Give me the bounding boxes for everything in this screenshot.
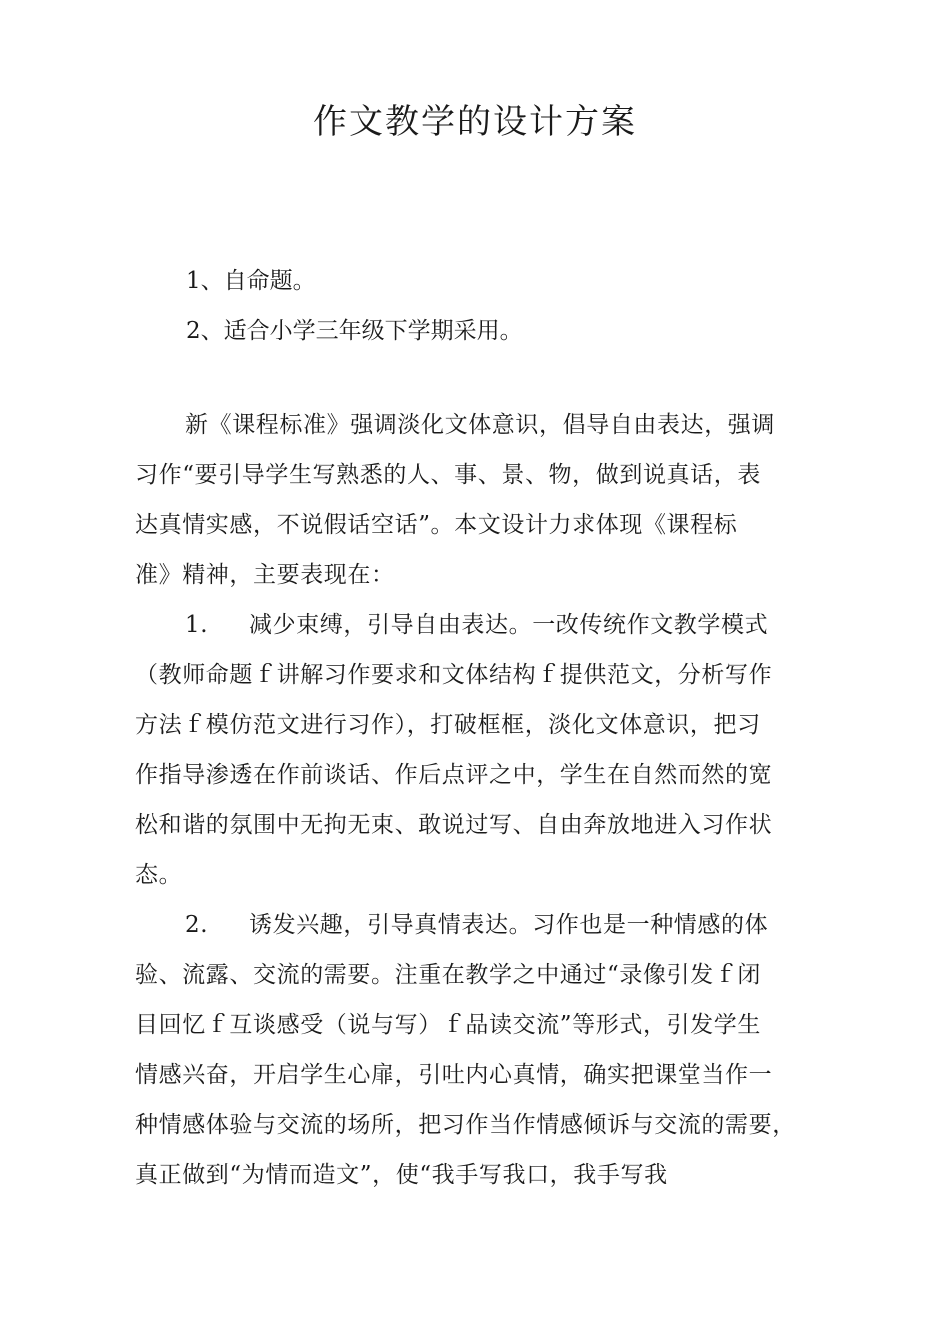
meta-item-grade: 2、适合小学三年级下学期采用。 — [186, 318, 523, 344]
intro-line: 准》精神，主要表现在： — [135, 562, 395, 588]
point1-line: （教师命题ｆ讲解习作要求和文体结构ｆ提供范文，分析写作 — [135, 662, 773, 688]
intro-line: 新《课程标准》强调淡化文体意识，倡导自由表达，强调 — [185, 412, 775, 438]
point1-number: 1. — [185, 612, 209, 638]
body-text — [135, 400, 835, 1200]
point1-line: 态。 — [135, 862, 183, 888]
point2-line: 验、流露、交流的需要。注重在教学之中通过“录像引发ｆ闭 — [135, 962, 761, 988]
meta-item-topic: 1、自命题。 — [186, 268, 316, 294]
intro-line: 达真情实感，不说假话空话”。本文设计力求体现《课程标 — [135, 512, 738, 538]
point2-line: 目回忆ｆ互谈感受（说与写）ｆ品读交流”等形式，引发学生 — [135, 1012, 761, 1038]
point1-line: 方法ｆ模仿范文进行习作），打破框框，淡化文体意识，把习 — [135, 712, 761, 738]
page-title: 作文教学的设计方案 — [313, 102, 637, 142]
point2-heading-text: 诱发兴趣，引导真情表达。习作也是一种情感的体 — [249, 912, 769, 938]
point2-first-line — [135, 900, 835, 950]
meta-list — [186, 256, 523, 356]
point2-line: 真正做到“为情而造文”，使“我手写我口，我手写我 — [135, 1162, 668, 1188]
point1-line: 作指导渗透在作前谈话、作后点评之中，学生在自然而然的宽 — [135, 762, 773, 788]
point1-heading-text: 减少束缚，引导自由表达。一改传统作文教学模式 — [249, 612, 769, 638]
point2-line: 情感兴奋，开启学生心扉，引吐内心真情，确实把课堂当作一 — [135, 1062, 773, 1088]
intro-line: 习作“要引导学生写熟悉的人、事、景、物，做到说真话，表 — [135, 462, 761, 488]
point2-line: 种情感体验与交流的场所，把习作当作情感倾诉与交流的需要， — [135, 1112, 796, 1138]
point2-number: 2. — [185, 912, 209, 938]
point1-first-line — [135, 600, 835, 650]
point1-line: 松和谐的氛围中无拘无束、敢说过写、自由奔放地进入习作状 — [135, 812, 773, 838]
